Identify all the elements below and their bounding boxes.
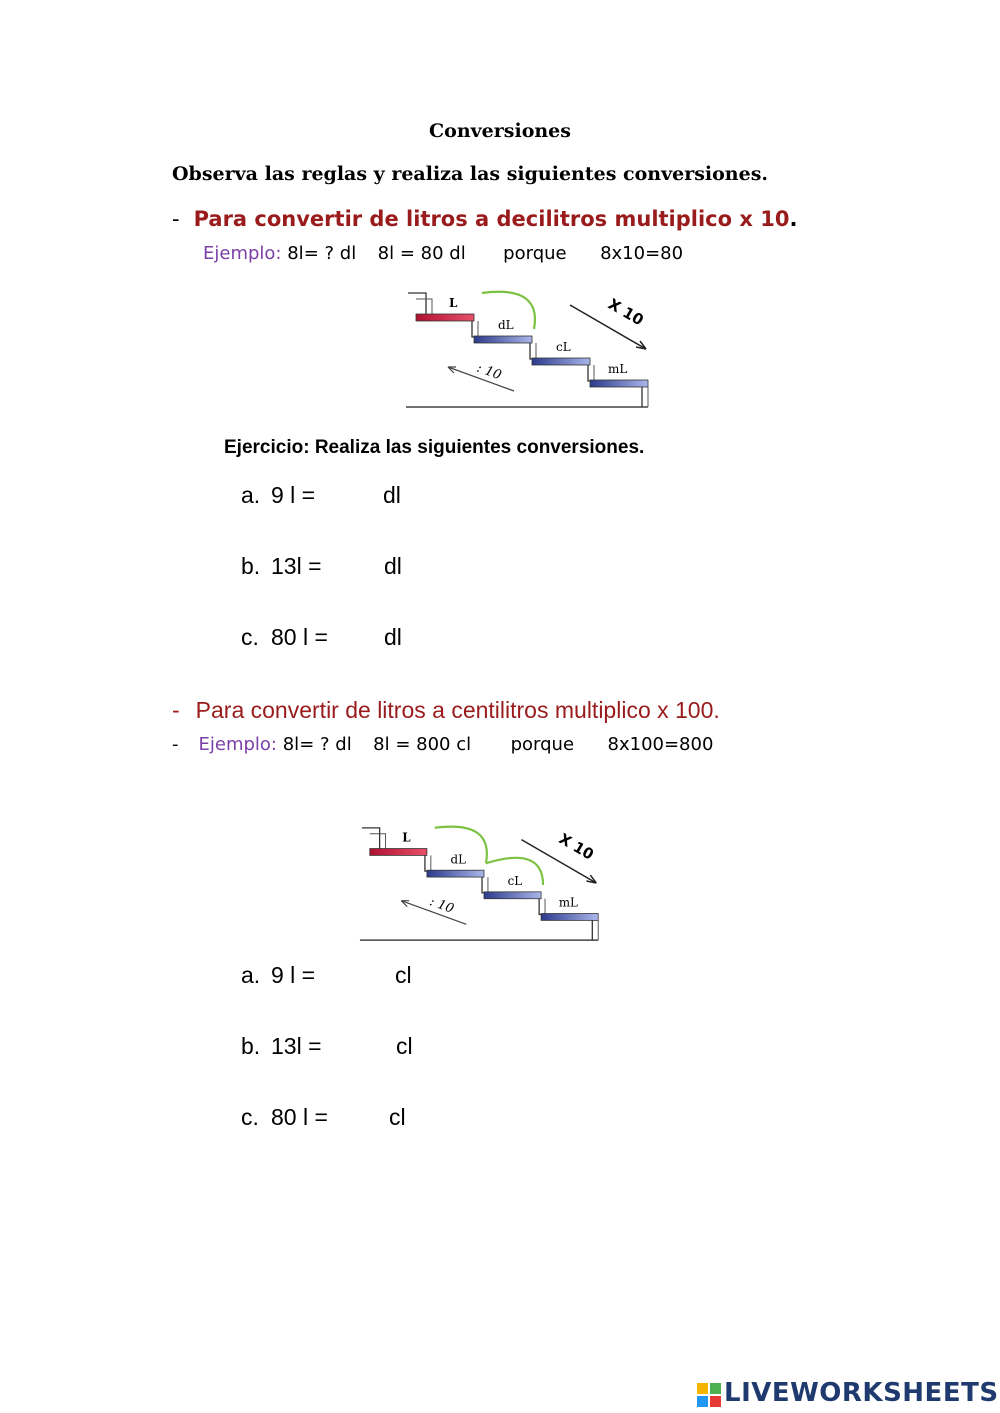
exercise-item-b xyxy=(241,553,441,583)
footer-brand[interactable]: LIVEWORKSHEETS xyxy=(724,1378,999,1408)
unit-label-cL: cL xyxy=(507,873,523,888)
divide-label: : 10 xyxy=(427,894,456,917)
item-expression: 13l = xyxy=(271,553,322,579)
rule-period: . xyxy=(789,207,798,231)
rule-dash: - xyxy=(172,207,180,231)
example-calc: 8x100=800 xyxy=(607,734,714,755)
rule-decilitros xyxy=(172,207,797,231)
exercise2-item-c xyxy=(241,1104,441,1134)
item-unit: cl xyxy=(396,1033,413,1059)
page-title: Conversiones xyxy=(429,120,571,142)
exercise2-item-b xyxy=(241,1033,441,1063)
step-centiliters xyxy=(532,358,590,365)
rule-dash: - xyxy=(172,697,180,723)
item-label: a. xyxy=(241,962,261,988)
multiply-label: X 10 xyxy=(555,830,597,864)
item-unit: cl xyxy=(389,1104,406,1130)
example-label: Ejemplo: xyxy=(198,734,277,755)
unit-label-mL: mL xyxy=(608,362,628,376)
step-liters xyxy=(416,314,474,321)
unit-label-cL: cL xyxy=(556,340,571,354)
example-question: 8l= ? dl xyxy=(282,734,352,755)
example-because: porque xyxy=(503,243,567,264)
unit-label-L: L xyxy=(449,296,458,310)
item-expression: 9 l = xyxy=(271,962,316,988)
example-label: Ejemplo: xyxy=(203,243,282,264)
example-centilitros xyxy=(172,734,713,755)
item-expression: 9 l = xyxy=(271,482,316,508)
unit-label-mL: mL xyxy=(558,895,578,910)
rule-text: Para convertir de litros a decilitros multiplico x 10 xyxy=(193,207,790,231)
unit-label-L: L xyxy=(402,830,411,845)
step-liters xyxy=(370,849,427,856)
item-expression: 80 l = xyxy=(271,1104,328,1130)
divide-label: : 10 xyxy=(474,360,504,384)
item-expression: 13l = xyxy=(271,1033,322,1059)
example-decilitros xyxy=(203,243,683,264)
exercise-title: Ejercicio: Realiza las siguientes conversiones. xyxy=(224,437,645,458)
example-dash: - xyxy=(172,734,179,755)
example-calc: 8x10=80 xyxy=(600,243,684,264)
exercise-item-a xyxy=(241,482,441,512)
item-unit: dl xyxy=(383,482,401,508)
item-unit: cl xyxy=(395,962,412,988)
example-answer: 8l = 80 dl xyxy=(377,243,466,264)
exercise2-item-a xyxy=(241,962,441,992)
unit-label-dL: dL xyxy=(498,318,514,332)
item-expression: 80 l = xyxy=(271,624,328,650)
step-milliliters xyxy=(541,914,598,921)
step-deciliters xyxy=(427,870,484,877)
example-because: porque xyxy=(510,734,575,755)
item-label: b. xyxy=(241,1033,261,1059)
step-deciliters xyxy=(474,336,532,343)
item-unit: dl xyxy=(384,553,402,579)
example-answer: 8l = 800 cl xyxy=(373,734,472,755)
rule-text: Para convertir de litros a centilitros multiplico x 100. xyxy=(195,697,720,723)
step-centiliters xyxy=(484,892,541,899)
example-question: 8l= ? dl xyxy=(287,243,357,264)
item-unit: dl xyxy=(384,624,402,650)
step-milliliters xyxy=(590,380,648,387)
item-label: b. xyxy=(241,553,261,579)
multiply-label: X 10 xyxy=(605,294,647,330)
item-label: c. xyxy=(241,624,259,650)
rule-centilitros xyxy=(172,697,720,724)
item-label: c. xyxy=(241,1104,259,1130)
staircase-diagram-2 xyxy=(356,818,612,946)
exercise-item-c xyxy=(241,624,441,654)
liveworksheets-logo-icon xyxy=(697,1383,721,1407)
item-label: a. xyxy=(241,482,261,508)
unit-label-dL: dL xyxy=(450,852,466,867)
instruction: Observa las reglas y realiza las siguientes conversiones. xyxy=(172,163,769,185)
staircase-diagram xyxy=(402,285,662,411)
